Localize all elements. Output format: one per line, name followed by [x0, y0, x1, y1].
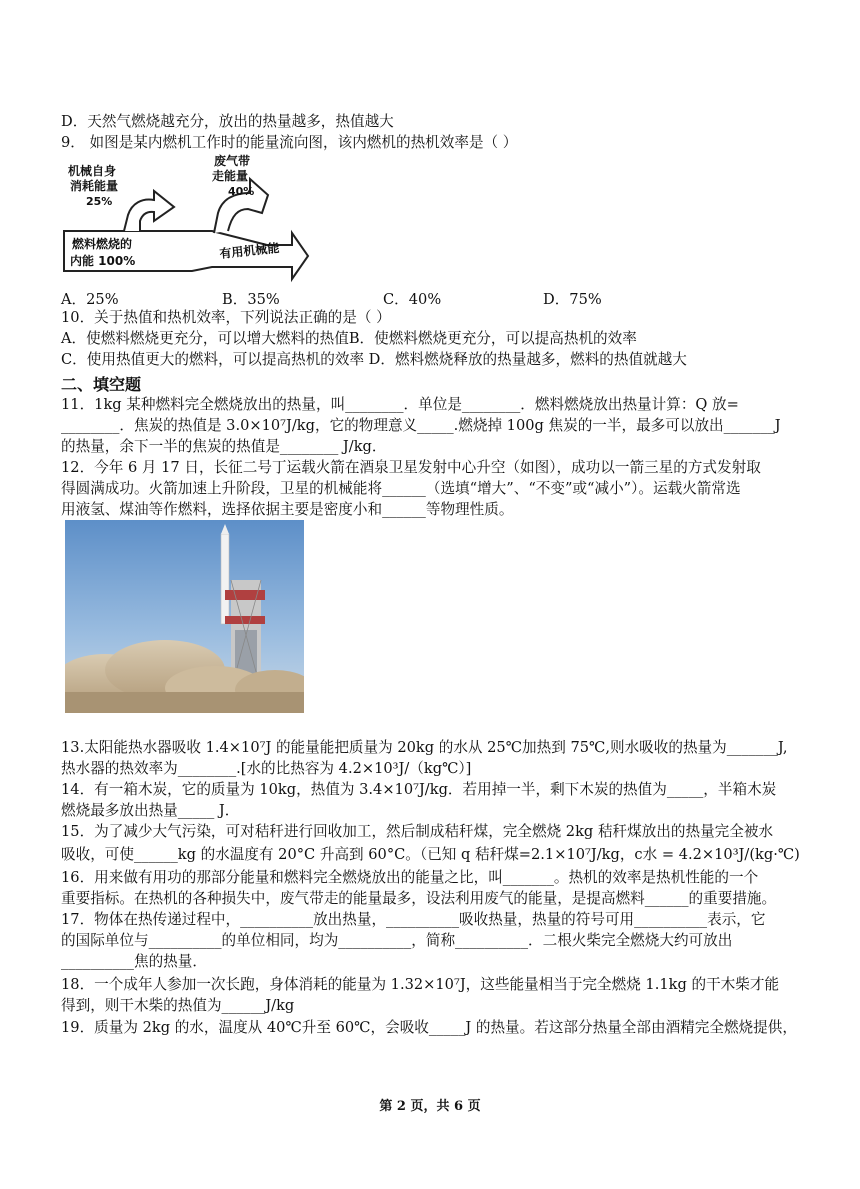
question-10-stem: 10．关于热值和热机效率，下列说法正确的是（ ） [61, 309, 391, 326]
q9-option-b: B．35% [222, 291, 280, 308]
q13-line-1: 13.太阳能热水器吸收 1.4×10⁷J 的能量能把质量为 20kg 的水从 25℃加热到 75℃,则水吸收的热量为_______J, [61, 739, 788, 756]
q11-line-2: ________．焦炭的热值是 3.0×10⁷J/kg，它的物理意义_____.燃烧掉 100g 焦炭的一半，最多可以放出_______J [61, 417, 781, 434]
diagram-label-fuel-2: 内能 100% [70, 254, 136, 268]
q15-line-1: 15．为了减少大气污染，可对秸秆进行回收加工，然后制成秸秆煤，完全燃烧 2kg 秸秆煤放出的热量完全被水 [61, 823, 774, 840]
page-footer: 第 2 页，共 6 页 [379, 1099, 481, 1114]
q9-option-a: A．25% [61, 291, 119, 308]
q12-line-1: 12．今年 6 月 17 日，长征二号丁运载火箭在酒泉卫星发射中心升空（如图），成功以一箭三星的方式发射取 [61, 459, 761, 476]
q8-option-d: D．天然气燃烧越充分，放出的热量越多，热值越大 [61, 113, 394, 130]
q11-line-1: 11．1kg 某种燃料完全燃烧放出的热量，叫________．单位是________．燃料燃烧放出热量计算：Q 放= [61, 396, 739, 413]
diagram-label-exhaust-3: 40% [228, 185, 255, 198]
q9-option-c: C．40% [383, 291, 442, 308]
diagram-label-exhaust-1: 废气带 [214, 154, 251, 168]
diagram-label-self-1: 机械自身 [68, 164, 117, 178]
question-9-stem: 9． 如图是某内燃机工作时的能量流向图，该内燃机的热机效率是（ ） [61, 134, 518, 151]
rocket-launch-photo [65, 520, 304, 713]
q15-line-2: 吸收，可使______kg 的水温度有 20°C 升高到 60°C。（已知 q 秸秆煤=2.1×10⁷J/kg，c水 = 4.2×10³J/(kg·℃) [61, 846, 800, 863]
q17-line-3: __________焦的热量． [61, 953, 207, 970]
q13-line-2: 热水器的热效率为________.[水的比热容为 4.2×10³J/（kg℃）] [61, 760, 472, 777]
q19-line-1: 19．质量为 2kg 的水，温度从 40℃升至 60℃，会吸收_____J 的热量。若这部分热量全部由酒精完全燃烧提供， [61, 1019, 797, 1036]
q18-line-2: 得到，则干木柴的热值为______J/kg [61, 997, 295, 1014]
q17-line-2: 的国际单位与__________的单位相同，均为__________，简称__________．二根火柴完全燃烧大约可放出 [61, 932, 733, 949]
q18-line-1: 18．一个成年人参加一次长跑，身体消耗的能量为 1.32×10⁷J，这些能量相当于完全燃烧 1.1kg 的干木柴才能 [61, 976, 780, 993]
diagram-label-self-2: 消耗能量 [70, 179, 119, 193]
self-loss-arrow [124, 191, 174, 231]
q12-line-2: 得圆满成功。火箭加速上升阶段，卫星的机械能将______（选填“增大”、“不变”或“减小”）。运载火箭常选 [61, 480, 741, 497]
q9-option-d: D．75% [543, 291, 602, 308]
q14-line-1: 14．有一箱木炭，它的质量为 10kg，热值为 3.4×10⁷J/kg．若用掉一半，剩下木炭的热值为_____，半箱木炭 [61, 781, 777, 798]
q11-line-3: 的热量，余下一半的焦炭的热值是________ J/kg． [61, 438, 387, 455]
energy-flow-diagram [62, 153, 312, 285]
diagram-label-useful: 有用机械能 [218, 240, 281, 261]
q16-line-2: 重要指标。在热机的各种损失中，废气带走的能量最多，设法利用废气的能量，是提高燃料______的重要措施。 [61, 890, 777, 907]
q12-line-3: 用液氢、煤油等作燃料，选择依据主要是密度小和______等物理性质。 [61, 501, 514, 518]
q10-options-cd: C．使用热值更大的燃料，可以提高热机的效率 D．燃料燃烧释放的热量越多，燃料的热值就越大 [61, 351, 687, 368]
section-heading: 二、填空题 [61, 375, 142, 394]
q10-options-ab: A．使燃料燃烧更充分，可以增大燃料的热值B．使燃料燃烧更充分，可以提高热机的效率 [61, 330, 637, 347]
q14-line-2: 燃烧最多放出热量_____ J． [61, 802, 240, 819]
diagram-label-fuel-1: 燃料燃烧的 [72, 237, 133, 251]
q17-line-1: 17．物体在热传递过程中，__________放出热量，__________吸收热量，热量的符号可用__________表示，它 [61, 911, 766, 928]
diagram-label-self-3: 25% [86, 195, 113, 208]
diagram-label-exhaust-2: 走能量 [212, 169, 249, 183]
q16-line-1: 16．用来做有用功的那部分能量和燃料完全燃烧放出的能量之比，叫_______。热机的效率是热机性能的一个 [61, 869, 759, 886]
